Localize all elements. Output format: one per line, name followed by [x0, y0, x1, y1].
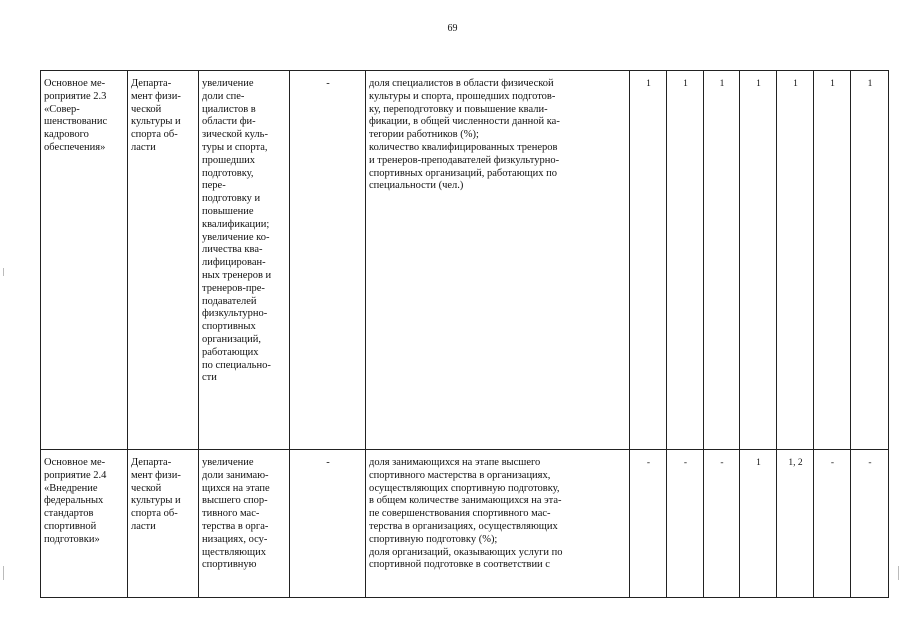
value-cell: - [630, 450, 667, 598]
result-cell-line: по специально- [202, 359, 271, 371]
value-cell: 1 [630, 71, 667, 450]
table-row [41, 71, 889, 450]
value-cell: 1, 2 [777, 450, 814, 598]
executor-cell [128, 71, 199, 450]
result-cell-line: циалистов в [202, 103, 256, 115]
result-cell-line: подготовку и [202, 193, 261, 205]
value-cell: - [851, 450, 889, 598]
event-cell-line: обеспечения» [44, 141, 106, 153]
scan-mark-right [898, 566, 899, 580]
event-cell-line: Основное ме- [44, 78, 106, 89]
indicator-cell-line: спортивных организаций, работающих по [369, 167, 558, 179]
event-cell-line: «Внедрение [44, 482, 98, 494]
indicator-cell-line: культуры и спорта, прошедших подготов- [369, 90, 556, 102]
executor-cell-line: спорта об- [131, 508, 178, 520]
executor-cell-line: Департа- [131, 457, 172, 468]
result-cell-line: ных тренеров и [202, 269, 272, 281]
value-cell: 1 [740, 450, 777, 598]
scan-mark-left-bottom [3, 566, 4, 580]
result-cell-line: подготовку, [202, 167, 254, 179]
event-cell-line: Основное ме- [44, 457, 106, 468]
page-number: 69 [447, 23, 458, 34]
result-cell-line: повышение [202, 205, 254, 217]
value-cell: - [667, 450, 704, 598]
indicator-cell [366, 71, 630, 450]
event-cell-line: подготовки» [44, 533, 100, 545]
executor-cell-line: ласти [131, 520, 156, 532]
executor-cell-line: культуры и [131, 116, 181, 128]
result-cell [199, 71, 290, 450]
dash-cell: - [290, 450, 366, 598]
result-cell-line: увеличение ко- [202, 231, 270, 243]
event-cell-line: роприятие 2.3 [44, 90, 107, 102]
executor-cell [128, 450, 199, 598]
executor-cell-line: ласти [131, 141, 156, 153]
result-cell-line: физкультурно- [202, 308, 268, 320]
executor-cell-line: культуры и [131, 495, 181, 507]
result-cell-line: низациях, осу- [202, 533, 268, 545]
indicator-cell-line: доля специалистов в области физической [369, 78, 554, 89]
result-cell-line: терства в орга- [202, 520, 269, 532]
event-cell-line: шенствованис [44, 116, 108, 128]
indicator-cell-line: доля организаций, оказывающих услуги по [369, 546, 563, 558]
value-cell: 1 [851, 71, 889, 450]
result-cell-line: доли занимаю- [202, 469, 269, 481]
indicator-cell-line: ку, переподготовку и повышение квали- [369, 103, 548, 115]
event-cell-line: кадрового [44, 129, 89, 141]
result-cell-line: увеличение [202, 78, 254, 89]
executor-cell-line: спорта об- [131, 129, 178, 141]
event-cell-line: «Совер- [44, 103, 80, 115]
event-cell [41, 71, 128, 450]
executor-cell-line: мент физи- [131, 90, 181, 102]
dash-cell: - [290, 71, 366, 450]
result-cell-line: подавателей [202, 295, 257, 307]
value-cell: 1 [740, 71, 777, 450]
result-cell-line: спортивных [202, 321, 256, 333]
indicator-cell-line: спортивную подготовку (%); [369, 533, 498, 545]
value-cell: 1 [667, 71, 704, 450]
value-cell: 1 [814, 71, 851, 450]
event-cell-line: федеральных [44, 495, 104, 507]
executor-cell-line: ческой [131, 482, 162, 494]
indicator-cell-line: в общем количестве занимающихся на эта- [369, 495, 562, 507]
indicator-cell-line: пе совершенствования спортивного мас- [369, 508, 551, 520]
program-table [40, 70, 889, 598]
result-cell-line: щихся на этапе [202, 482, 270, 494]
value-cell: - [814, 450, 851, 598]
value-cell: 1 [704, 71, 740, 450]
indicator-cell-line: специальности (чел.) [369, 180, 464, 192]
result-cell-line: квалификации; [202, 218, 270, 230]
result-cell-line: высшего спор- [202, 495, 268, 507]
value-cell: 1 [777, 71, 814, 450]
result-cell-line: лифицирован- [202, 257, 266, 269]
result-cell-line: тивного мас- [202, 508, 260, 520]
result-cell-line: увеличение [202, 457, 254, 468]
scan-mark-left [3, 268, 4, 276]
result-cell-line: зической куль- [202, 129, 268, 141]
indicator-cell [366, 450, 630, 598]
result-cell [199, 450, 290, 598]
result-cell-line: туры и спорта, [202, 141, 268, 153]
executor-cell-line: Департа- [131, 78, 172, 89]
executor-cell-line: ческой [131, 103, 162, 115]
event-cell-line: стандартов [44, 508, 94, 520]
result-cell-line: личества ква- [202, 244, 263, 256]
indicator-cell-line: осуществляющих спортивную подготовку, [369, 482, 560, 494]
result-cell-line: пере- [202, 180, 226, 192]
event-cell [41, 450, 128, 598]
indicator-cell-line: и тренеров-преподавателей физкультурно- [369, 154, 560, 166]
result-cell-line: ществляющих [202, 546, 266, 558]
result-cell-line: прошедших [202, 154, 256, 166]
indicator-cell-line: фикации, в общей численности данной ка- [369, 116, 560, 128]
result-cell-line: работающих [202, 346, 259, 358]
result-cell-line: сти [202, 372, 217, 384]
result-cell-line: доли спе- [202, 90, 245, 102]
indicator-cell-line: спортивной подготовке в соответствии с [369, 559, 550, 571]
indicator-cell-line: количество квалифицированных тренеров [369, 141, 558, 153]
executor-cell-line: мент физи- [131, 469, 181, 481]
indicator-cell-line: доля занимающихся на этапе высшего [369, 457, 541, 468]
event-cell-line: спортивной [44, 520, 97, 532]
result-cell-line: тренеров-пре- [202, 282, 265, 294]
result-cell-line: спортивную [202, 559, 257, 571]
indicator-cell-line: тегории работников (%); [369, 129, 479, 141]
table-row [41, 450, 889, 598]
indicator-cell-line: терства в организациях, осуществляющих [369, 520, 558, 532]
result-cell-line: организаций, [202, 333, 261, 345]
event-cell-line: роприятие 2.4 [44, 469, 107, 481]
value-cell: - [704, 450, 740, 598]
indicator-cell-line: спортивного мастерства в организациях, [369, 469, 551, 481]
result-cell-line: области фи- [202, 116, 256, 128]
